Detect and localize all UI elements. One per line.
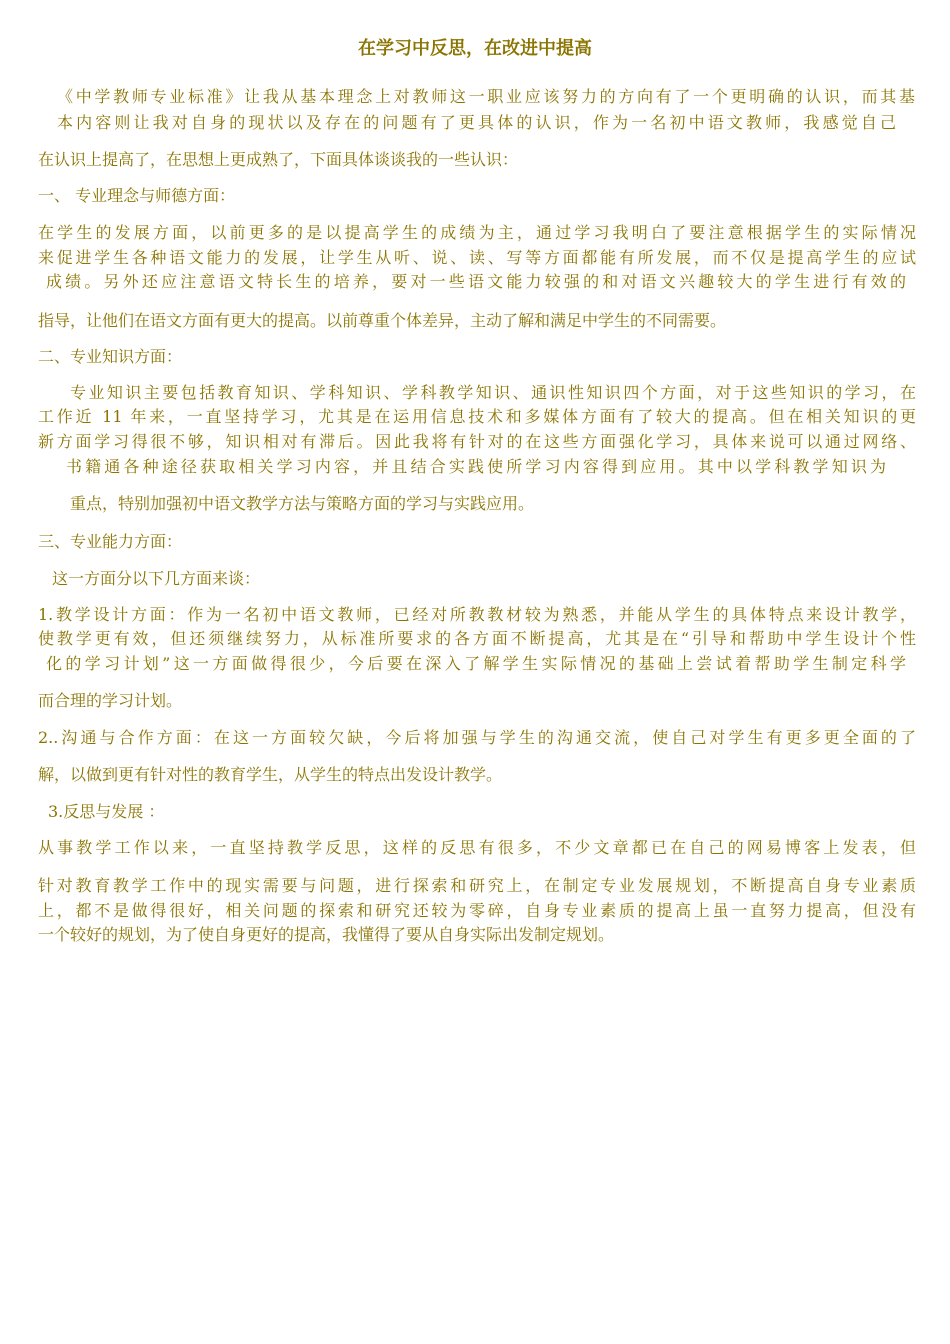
paragraph-line: 书籍通各种途径获取相关学习内容，并且结合实践使所学习内容得到应用。其中以学科教学知识为	[66, 457, 886, 476]
section-heading: 二、专业知识方面：	[38, 347, 183, 366]
section-heading: 3.反思与发展 ：	[48, 802, 165, 821]
paragraph-line: 在认识上提高了，在思想上更成熟了，下面具体谈谈我的一些认识：	[38, 150, 519, 169]
paragraph-line: 本内容则让我对自身的现状以及存在的问题有了更具体的认识，作为一名初中语文教师，我感觉自己	[57, 113, 896, 132]
paragraph-line: 使教学更有效，但还须继续努力，从标准所要求的各方面不断提高，尤其是在“引导和帮助中学生设计个性	[38, 629, 916, 648]
paragraph-line: 2..沟通与合作方面：在这一方面较欠缺，今后将加强与学生的沟通交流，使自己对学生有更多更全面的了	[38, 728, 916, 747]
paragraph-line: 从事教学工作以来，一直坚持教学反思，这样的反思有很多，不少文章都已在自己的网易博客上发表，但	[38, 838, 916, 857]
paragraph-line: 重点，特别加强初中语文教学方法与策略方面的学习与实践应用。	[70, 494, 535, 513]
section-heading: 三、专业能力方面：	[38, 532, 183, 551]
paragraph-line: 专业知识主要包括教育知识、学科知识、学科教学知识、通识性知识四个方面，对于这些知识的学习，在	[70, 383, 916, 402]
paragraph-line: 《中学教师专业标准》让我从基本理念上对教师这一职业应该努力的方向有了一个更明确的认识，而其基	[57, 87, 915, 106]
document-title: 在学习中反思，在改进中提高	[358, 38, 592, 59]
paragraph-line: 成绩。另外还应注意语文特长生的培养，要对一些语文能力较强的和对语文兴趣较大的学生进行有效的	[46, 272, 906, 291]
section-heading: 一、 专业理念与师德方面：	[38, 186, 236, 205]
paragraph-line: 在学生的发展方面，以前更多的是以提高学生的成绩为主，通过学习我明白了要注意根据学生的实际情况	[38, 223, 916, 242]
paragraph-line: 而合理的学习计划。	[38, 691, 183, 710]
paragraph-line: 这一方面分以下几方面来谈：	[52, 569, 261, 588]
paragraph-line: 指导，让他们在语文方面有更大的提高。以前尊重个体差异，主动了解和满足中学生的不同需要。	[38, 311, 727, 330]
paragraph-line: 工作近 11 年来，一直坚持学习，尤其是在运用信息技术和多媒体方面有了较大的提高。但在相关知识的更	[38, 407, 916, 426]
paragraph-line: 来促进学生各种语文能力的发展，让学生从听、说、读、写等方面都能有所发展，而不仅是提高学生的应试	[38, 248, 916, 267]
paragraph-line: 1.教学设计方面：作为一名初中语文教师，已经对所教教材较为熟悉，并能从学生的具体特点来设计教学，	[38, 605, 916, 624]
paragraph-line: 针对教育教学工作中的现实需要与问题，进行探索和研究上，在制定专业发展规划，不断提高自身专业素质	[38, 876, 916, 895]
paragraph-line: 一个较好的规划，为了使自身更好的提高，我懂得了要从自身实际出发制定规划。	[38, 925, 615, 944]
paragraph-line: 解，以做到更有针对性的教育学生，从学生的特点出发设计教学。	[38, 765, 503, 784]
paragraph-line: 上，都不是做得很好，相关问题的探索和研究还较为零碎，自身专业素质的提高上虽一直努力提高，但没有	[38, 901, 916, 920]
paragraph-line: 新方面学习得很不够，知识相对有滞后。因此我将有针对的在这些方面强化学习，具体来说可以通过网络、	[38, 432, 916, 451]
paragraph-line: 化的学习计划”这一方面做得很少，今后要在深入了解学生实际情况的基础上尝试着帮助学生制定科学	[46, 654, 906, 673]
